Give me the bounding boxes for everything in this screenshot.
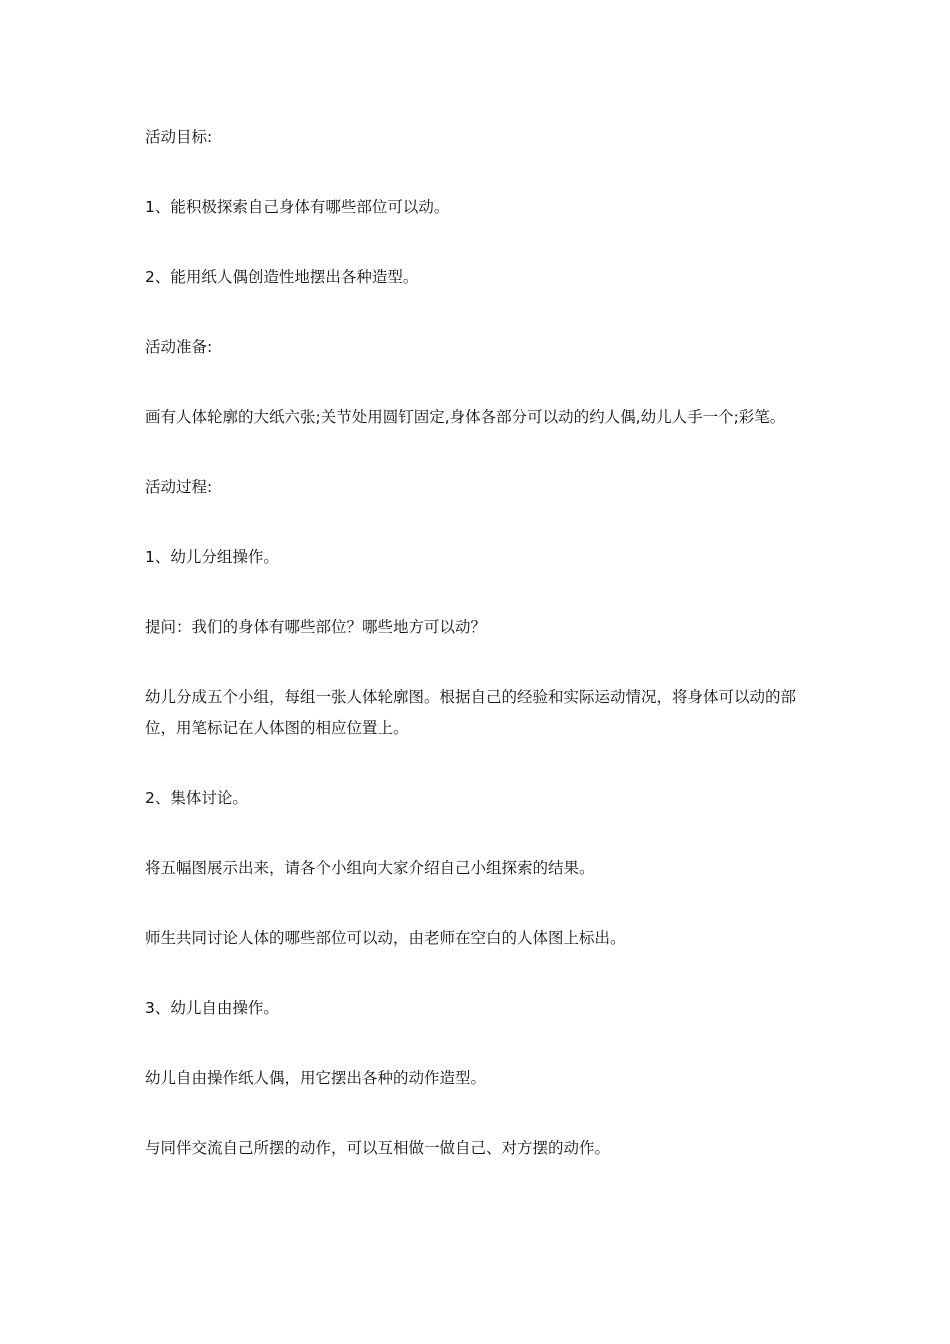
process-step-3-title: 3、幼儿自由操作。	[145, 999, 279, 1017]
goal-item-2: 2、能用纸人偶创造性地摆出各种造型。	[145, 268, 419, 286]
process-step-2-title: 2、集体讨论。	[145, 789, 248, 807]
process-step-3-detail-2: 与同伴交流自己所摆的动作，可以互相做一做自己、对方摆的动作。	[145, 1139, 611, 1157]
process-step-2-detail-1: 将五幅图展示出来，请各个小组向大家介绍自己小组探索的结果。	[145, 859, 595, 877]
process-step-3-detail-1: 幼儿自由操作纸人偶，用它摆出各种的动作造型。	[145, 1069, 487, 1087]
process-step-1-question: 提问：我们的身体有哪些部位？哪些地方可以动？	[145, 618, 487, 636]
process-step-1-detail: 幼儿分成五个小组，每组一张人体轮廓图。根据自己的经验和实际运动情况，将身体可以动的部位，用笔标记在人体图的相应位置上。	[145, 688, 797, 737]
process-step-2-detail-2: 师生共同讨论人体的哪些部位可以动，由老师在空白的人体图上标出。	[145, 929, 626, 947]
process-step-1-title: 1、幼儿分组操作。	[145, 548, 279, 566]
preparation-text: 画有人体轮廓的大纸六张;关节处用圆钉固定,身体各部分可以动的约人偶,幼儿人手一个;彩笔。	[145, 408, 786, 426]
goal-item-1: 1、能积极探索自己身体有哪些部位可以动。	[145, 198, 450, 216]
heading-activity-preparation: 活动准备:	[145, 338, 213, 356]
document-body	[145, 122, 810, 1203]
heading-activity-goals: 活动目标:	[145, 128, 213, 146]
heading-activity-process: 活动过程:	[145, 478, 213, 496]
